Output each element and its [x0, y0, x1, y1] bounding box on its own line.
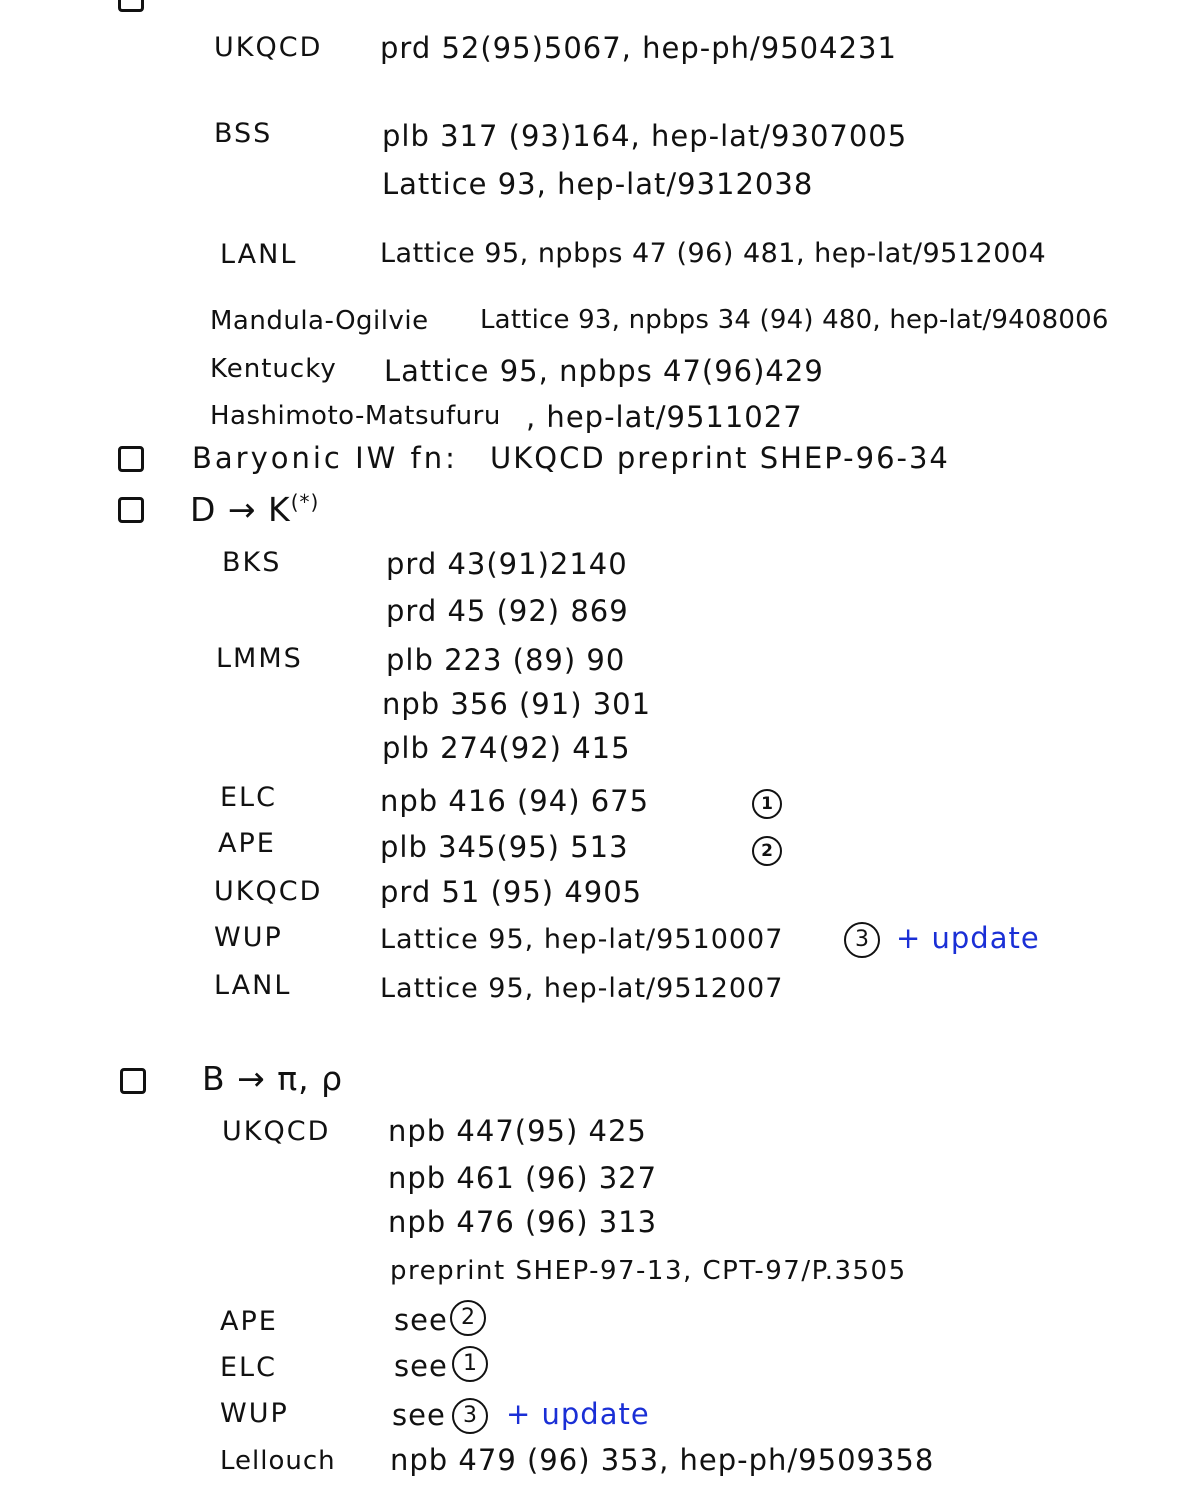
group-name: BKS — [222, 547, 282, 578]
reference: prd 51 (95) 4905 — [380, 875, 643, 909]
reference: npb 461 (96) 327 — [388, 1161, 658, 1195]
group-name: LANL — [214, 970, 292, 1001]
reference: npb 479 (96) 353, hep-ph/9509358 — [390, 1443, 935, 1477]
reference: prd 43(91)2140 — [386, 547, 628, 581]
group-name: ELC — [220, 782, 277, 813]
footnote-marker: 3 — [452, 1398, 488, 1434]
section-title: B → π, ρ — [202, 1059, 344, 1098]
reference: plb 317 (93)164, hep-lat/9307005 — [382, 119, 908, 153]
group-name: Mandula-Ogilvie — [210, 306, 429, 336]
group-name: UKQCD — [214, 32, 323, 63]
reference: preprint SHEP-97-13, CPT-97/P.3505 — [390, 1256, 907, 1286]
group-name: UKQCD — [214, 876, 323, 907]
group-name: LANL — [220, 239, 298, 270]
reference: npb 356 (91) 301 — [382, 687, 652, 721]
reference: UKQCD preprint SHEP-96-34 — [490, 441, 950, 475]
section-title-superscript: (*) — [290, 490, 320, 514]
group-name: APE — [220, 1306, 278, 1337]
reference: Lattice 95, hep-lat/9512007 — [380, 973, 784, 1004]
reference: , hep-lat/9511027 — [526, 400, 803, 434]
reference: Lattice 95, npbps 47(96)429 — [384, 354, 824, 388]
group-name: WUP — [220, 1398, 289, 1429]
footnote-marker: 2 — [752, 836, 782, 866]
section-checkbox-baryonic[interactable] — [118, 446, 144, 472]
reference: see — [394, 1303, 448, 1337]
footnote-marker: 1 — [752, 789, 782, 819]
group-name: Hashimoto-Matsufuru — [210, 401, 501, 431]
reference: prd 52(95)5067, hep-ph/9504231 — [380, 31, 897, 65]
reference: see — [394, 1349, 448, 1383]
footnote-marker: 1 — [452, 1346, 488, 1382]
group-name: BSS — [214, 118, 273, 149]
reference: Lattice 93, hep-lat/9312038 — [382, 167, 814, 201]
group-name: WUP — [214, 922, 283, 953]
reference: npb 416 (94) 675 — [380, 784, 650, 818]
section-checkbox-d-to-k[interactable] — [118, 497, 144, 523]
reference: Lattice 93, npbps 34 (94) 480, hep-lat/9408006 — [480, 305, 1109, 335]
section-checkbox-top[interactable] — [118, 0, 144, 12]
reference: npb 447(95) 425 — [388, 1114, 647, 1148]
footnote-marker: 3 — [844, 922, 880, 958]
reference: Lattice 95, npbps 47 (96) 481, hep-lat/9512004 — [380, 238, 1047, 269]
group-name: LMMS — [216, 643, 303, 674]
reference: prd 45 (92) 869 — [386, 594, 629, 628]
reference: plb 274(92) 415 — [382, 731, 631, 765]
section-checkbox-b-to-pi-rho[interactable] — [120, 1068, 146, 1094]
section-title: Baryonic IW fn: — [192, 441, 458, 475]
group-name: Kentucky — [210, 354, 337, 384]
reference: npb 476 (96) 313 — [388, 1205, 658, 1239]
reference: plb 345(95) 513 — [380, 830, 629, 864]
group-name: ELC — [220, 1352, 277, 1383]
reference: Lattice 95, hep-lat/9510007 — [380, 924, 784, 955]
footnote-marker: 2 — [450, 1300, 486, 1336]
section-title — [190, 490, 320, 529]
reference: see — [392, 1398, 446, 1432]
group-name: APE — [218, 828, 276, 859]
update-note: + update — [506, 1397, 650, 1431]
group-name: Lellouch — [220, 1446, 336, 1476]
section-title-text: D → K — [190, 490, 291, 529]
reference: plb 223 (89) 90 — [386, 643, 626, 677]
update-note: + update — [896, 921, 1040, 955]
group-name: UKQCD — [222, 1116, 331, 1147]
